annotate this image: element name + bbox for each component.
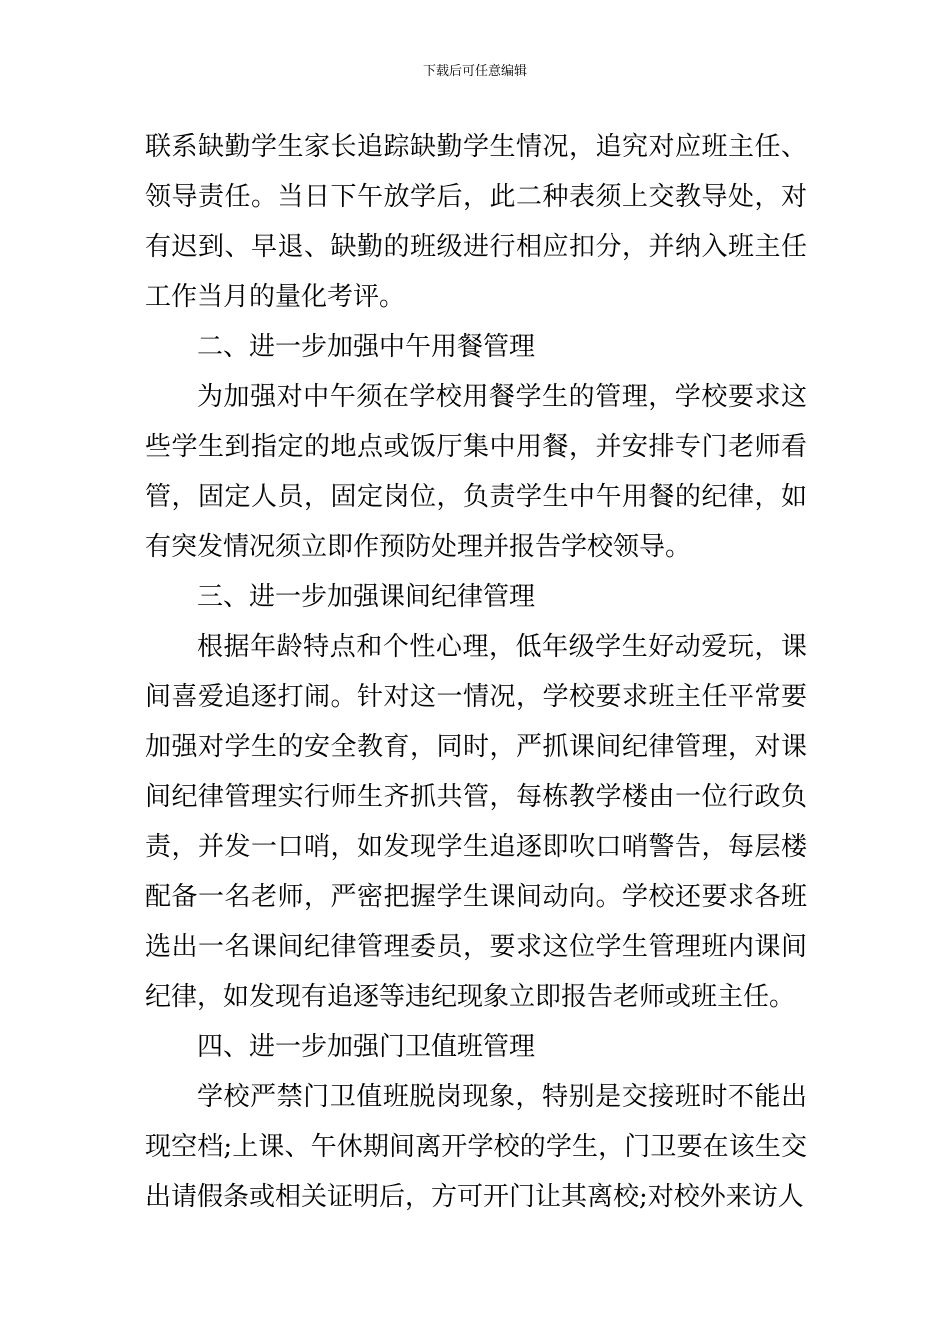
page-header: 下载后可任意编辑 (422, 64, 527, 79)
section-heading-gatekeeper: 四、进一步加强门卫值班管理 (197, 1032, 536, 1062)
section-heading-recess: 三、进一步加强课间纪律管理 (197, 582, 536, 612)
paragraph-gatekeeper: 学校严禁门卫值班脱岗现象，特别是交接班时不能出现空档;上课、午休期间离开学校的学生，门卫要在该生交出请假条或相关证明后，方可开门让其离校;对校外来访人 (145, 1082, 807, 1212)
document-body (145, 122, 807, 1222)
paragraph-lunch: 为加强对中午须在学校用餐学生的管理，学校要求这些学生到指定的地点或饭厅集中用餐，并安排专门老师看管，固定人员，固定岗位，负责学生中午用餐的纪律，如有突发情况须立即作预防处理并报告学校领导。 (145, 382, 807, 562)
paragraph-attendance-continued: 联系缺勤学生家长追踪缺勤学生情况，追究对应班主任、领导责任。当日下午放学后，此二种表须上交教导处，对有迟到、早退、缺勤的班级进行相应扣分，并纳入班主任工作当月的量化考评。 (145, 132, 807, 312)
section-heading-lunch: 二、进一步加强中午用餐管理 (197, 332, 536, 362)
paragraph-recess: 根据年龄特点和个性心理，低年级学生好动爱玩，课间喜爱追逐打闹。针对这一情况，学校要求班主任平常要加强对学生的安全教育，同时，严抓课间纪律管理，对课间纪律管理实行师生齐抓共管，每栋教学楼由一位行政负责，并发一口哨，如发现学生追逐即吹口哨警告，每层楼配备一名老师，严密把握学生课间动向。学校还要求各班选出一名课间纪律管理委员，要求这位学生管理班内课间纪律，如发现有追逐等违纪现象立即报告老师或班主任。 (145, 632, 807, 1012)
